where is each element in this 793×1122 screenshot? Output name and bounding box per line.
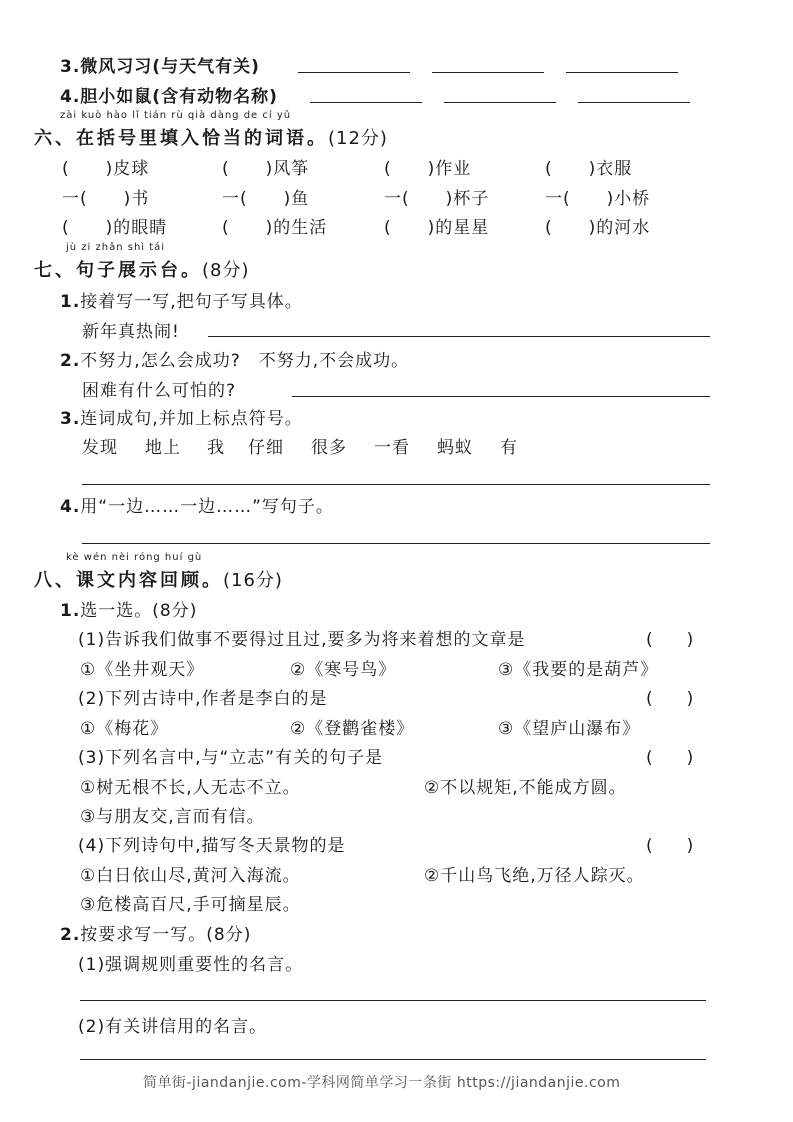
- item-4: 4.胆小如鼠(含有动物名称): [60, 87, 278, 107]
- blank-item[interactable]: 一( )杯子: [384, 189, 490, 209]
- answer-line[interactable]: [444, 102, 556, 103]
- blank-item[interactable]: ( )的星星: [384, 218, 490, 238]
- answer-bracket[interactable]: ( ): [646, 748, 694, 768]
- word-4: 仔细: [248, 438, 284, 458]
- blank-item[interactable]: ( )的生活: [222, 218, 328, 238]
- q7-1: 1.接着写一写,把句子写具体。: [60, 292, 303, 312]
- q7-2-prompt: 困难有什么可怕的?: [82, 381, 237, 401]
- answer-bracket[interactable]: ( ): [646, 689, 694, 709]
- answer-bracket[interactable]: ( ): [646, 836, 694, 856]
- q8-2: 2.按要求写一写。(8分): [60, 925, 252, 945]
- answer-line[interactable]: [208, 336, 710, 337]
- word-2: 地上: [145, 438, 181, 458]
- answer-line[interactable]: [80, 1000, 706, 1001]
- blank-item[interactable]: 一( )鱼: [222, 189, 310, 209]
- q7-4: 4.用“一边……一边……”写句子。: [60, 497, 334, 517]
- option[interactable]: ③《我要的是葫芦》: [498, 660, 659, 680]
- word-5: 很多: [311, 438, 347, 458]
- blank-item[interactable]: ( )的眼睛: [62, 218, 168, 238]
- word-8: 有: [500, 438, 518, 458]
- option[interactable]: ②《寒号鸟》: [290, 660, 397, 680]
- blank-item[interactable]: ( )衣服: [545, 159, 633, 179]
- blank-item[interactable]: ( )皮球: [62, 159, 150, 179]
- section8-title: 八、课文内容回顾。(16分): [34, 570, 283, 591]
- q8-2-item: (1)强调规则重要性的名言。: [78, 955, 304, 975]
- choice-question: (1)告诉我们做事不要得过且过,要多为将来着想的文章是: [78, 630, 526, 650]
- blank-item[interactable]: ( )作业: [384, 159, 472, 179]
- word-6: 一看: [374, 438, 410, 458]
- q8-1: 1.选一选。(8分): [60, 601, 198, 621]
- choice-question: (2)下列古诗中,作者是李白的是: [78, 689, 328, 709]
- section7-pinyin: jù zi zhǎn shì tái: [66, 242, 166, 253]
- answer-line[interactable]: [82, 484, 710, 485]
- answer-line[interactable]: [292, 396, 710, 397]
- option[interactable]: ③危楼高百尺,手可摘星辰。: [80, 895, 301, 915]
- blank-item[interactable]: 一( )书: [62, 189, 150, 209]
- answer-bracket[interactable]: ( ): [646, 630, 694, 650]
- section6-title: 六、在括号里填入恰当的词语。(12分): [34, 128, 388, 149]
- word-1: 发现: [82, 438, 118, 458]
- option[interactable]: ③《望庐山瀑布》: [498, 719, 641, 739]
- section6-pinyin: zài kuò hào lǐ tián rù qià dàng de cí yǔ: [60, 110, 292, 121]
- option[interactable]: ②不以规矩,不能成方圆。: [424, 778, 627, 798]
- q7-1-prompt: 新年真热闹!: [82, 322, 180, 342]
- answer-line[interactable]: [310, 102, 422, 103]
- answer-line[interactable]: [432, 72, 544, 73]
- word-7: 蚂蚁: [437, 438, 473, 458]
- word-3: 我: [207, 438, 225, 458]
- option[interactable]: ①树无根不长,人无志不立。: [80, 778, 301, 798]
- option[interactable]: ②《登鹳雀楼》: [290, 719, 415, 739]
- section8-pinyin: kè wén nèi róng huí gù: [66, 552, 203, 563]
- choice-question: (3)下列名言中,与“立志”有关的句子是: [78, 748, 384, 768]
- blank-item[interactable]: 一( )小桥: [545, 189, 651, 209]
- q7-3: 3.连词成句,并加上标点符号。: [60, 409, 303, 429]
- option[interactable]: ③与朋友交,言而有信。: [80, 807, 265, 827]
- option[interactable]: ②千山鸟飞绝,万径人踪灭。: [424, 866, 645, 886]
- item-3: 3.微风习习(与天气有关): [60, 57, 260, 77]
- option[interactable]: ①《坐井观天》: [80, 660, 205, 680]
- answer-line[interactable]: [82, 543, 710, 544]
- choice-question: (4)下列诗句中,描写冬天景物的是: [78, 836, 346, 856]
- option[interactable]: ①白日依山尽,黄河入海流。: [80, 866, 301, 886]
- answer-line[interactable]: [80, 1059, 706, 1060]
- blank-item[interactable]: ( )风筝: [222, 159, 310, 179]
- footer-watermark: 简单街-jiandanjie.com-学科网简单学习一条街 https://jiandanjie.com: [143, 1075, 621, 1091]
- answer-line[interactable]: [566, 72, 678, 73]
- section7-title: 七、句子展示台。(8分): [34, 260, 250, 281]
- answer-line[interactable]: [578, 102, 690, 103]
- q7-2: 2.不努力,怎么会成功? 不努力,不会成功。: [60, 351, 410, 371]
- q8-2-item: (2)有关讲信用的名言。: [78, 1017, 268, 1037]
- answer-line[interactable]: [298, 72, 410, 73]
- blank-item[interactable]: ( )的河水: [545, 218, 651, 238]
- option[interactable]: ①《梅花》: [80, 719, 169, 739]
